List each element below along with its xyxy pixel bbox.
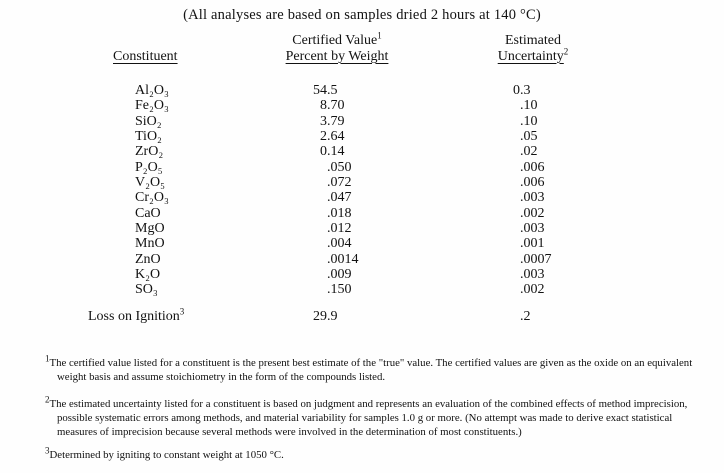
uncertainty-cell: .05	[520, 129, 538, 145]
column-header-constituent	[113, 49, 178, 65]
certified-value-cell: .0014	[327, 251, 359, 267]
uncertainty-cell: .006	[520, 175, 545, 191]
footnote-3-marker: 3	[45, 445, 50, 456]
uncertainty-cell: .003	[520, 267, 545, 283]
certified-value-cell: 8.70	[320, 98, 345, 114]
uncertainty-cell: .10	[520, 98, 538, 114]
table-row	[0, 129, 724, 144]
constituent-cell	[88, 306, 185, 324]
footnote-1-marker: 1	[45, 353, 50, 364]
uncertainty-cell: .0007	[520, 251, 552, 267]
constituent-cell: MnO	[135, 236, 165, 252]
certified-value-cell: .047	[327, 190, 352, 206]
uncertainty-header-footnote-ref: 2	[563, 45, 569, 56]
footnote-2-marker: 2	[45, 394, 50, 405]
uncertainty-cell: .002	[520, 282, 545, 298]
table-row	[0, 221, 724, 236]
column-header-uncertainty	[433, 33, 633, 64]
certified-header-line1	[237, 30, 437, 49]
uncertainty-cell: .003	[520, 190, 545, 206]
uncertainty-cell: .2	[520, 309, 531, 324]
constituent-cell: V₂O₅	[135, 175, 165, 191]
certified-header-footnote-ref: 1	[377, 30, 382, 41]
constituent-cell: ZrO₂	[135, 144, 164, 160]
certified-value-cell: .050	[327, 159, 352, 175]
constituent-cell: Al₂O₃	[135, 83, 169, 98]
page-title: (All analyses are based on samples dried 2 hours at 140 °C)	[183, 7, 541, 23]
constituent-cell: MgO	[135, 221, 165, 237]
table-row	[0, 144, 724, 159]
certified-value-cell: .012	[327, 221, 352, 237]
table-row	[0, 190, 724, 205]
constituent-cell: ZnO	[135, 251, 161, 267]
uncertainty-cell: 0.3	[513, 83, 531, 98]
constituent-header-label: Constituent	[113, 49, 178, 64]
certified-value-cell: 0.14	[320, 144, 345, 160]
constituent-cell: P₂O₅	[135, 159, 163, 175]
table-row	[0, 83, 724, 98]
table-row	[0, 282, 724, 297]
table-row	[0, 267, 724, 282]
column-header-certified-value	[237, 30, 437, 64]
uncertainty-cell: .002	[520, 205, 545, 221]
certified-value-cell: 3.79	[320, 113, 345, 129]
constituent-cell: Fe₂O₃	[135, 98, 169, 114]
footnotes-section	[45, 353, 714, 462]
certified-header-label: Certified Value	[292, 33, 378, 48]
loss-on-ignition-footnote-ref: 3	[179, 306, 185, 317]
footnote-2	[45, 394, 714, 439]
certified-value-cell: .004	[327, 236, 352, 252]
uncertainty-cell: .003	[520, 221, 545, 237]
footnote-2-text: The estimated uncertainty listed for a constituent is based on judgment and represents an evaluation of the combined effects of method imprecision, possible systematic errors among methods, and material variability for samples 1.0 g or more. (No attempt was made to derive exact statistical measures of imprecision because several methods were involved in the determination of most constituents.)	[49, 398, 688, 438]
table-row	[0, 175, 724, 190]
footnote-3	[45, 445, 714, 462]
certified-value-cell: .018	[327, 205, 352, 221]
analysis-table	[0, 83, 724, 298]
certified-header-line2: Percent by Weight	[285, 48, 389, 64]
constituent-cell: TiO₂	[135, 129, 162, 145]
table-row	[0, 114, 724, 129]
table-row	[0, 98, 724, 113]
footnote-1-text: The certified value listed for a constituent is the present best estimate of the "true" value. The certified values are given as the oxide on an equivalent weight basis and assume stoichiometry in the form of the compounds listed.	[49, 357, 693, 383]
uncertainty-header-line1: Estimated	[505, 33, 561, 48]
uncertainty-cell: .10	[520, 113, 538, 129]
uncertainty-header-label: Uncertainty	[497, 48, 564, 64]
certified-value-cell: 2.64	[320, 129, 345, 145]
certified-value-cell: 54.5	[313, 83, 338, 98]
uncertainty-cell: .001	[520, 236, 545, 252]
table-row	[0, 206, 724, 221]
certified-value-cell: .072	[327, 175, 352, 191]
certified-value-cell: 29.9	[313, 309, 338, 324]
uncertainty-header-line2	[433, 45, 633, 65]
table-row	[0, 252, 724, 267]
footnote-1	[45, 353, 714, 384]
constituent-cell: Cr₂O₃	[135, 190, 169, 206]
constituent-cell: SO₃	[135, 282, 158, 298]
certified-value-cell: .009	[327, 267, 352, 283]
uncertainty-cell: .02	[520, 144, 538, 160]
constituent-cell: K₂O	[135, 267, 161, 283]
loss-on-ignition-label: Loss on Ignition	[88, 309, 180, 324]
table-row	[0, 160, 724, 175]
uncertainty-cell: .006	[520, 159, 545, 175]
footnote-3-text: Determined by igniting to constant weight at 1050 °C.	[49, 449, 284, 461]
certified-value-cell: .150	[327, 282, 352, 298]
constituent-cell: SiO₂	[135, 113, 162, 129]
table-row	[0, 236, 724, 251]
constituent-cell: CaO	[135, 205, 161, 221]
loss-on-ignition-row	[0, 306, 724, 325]
